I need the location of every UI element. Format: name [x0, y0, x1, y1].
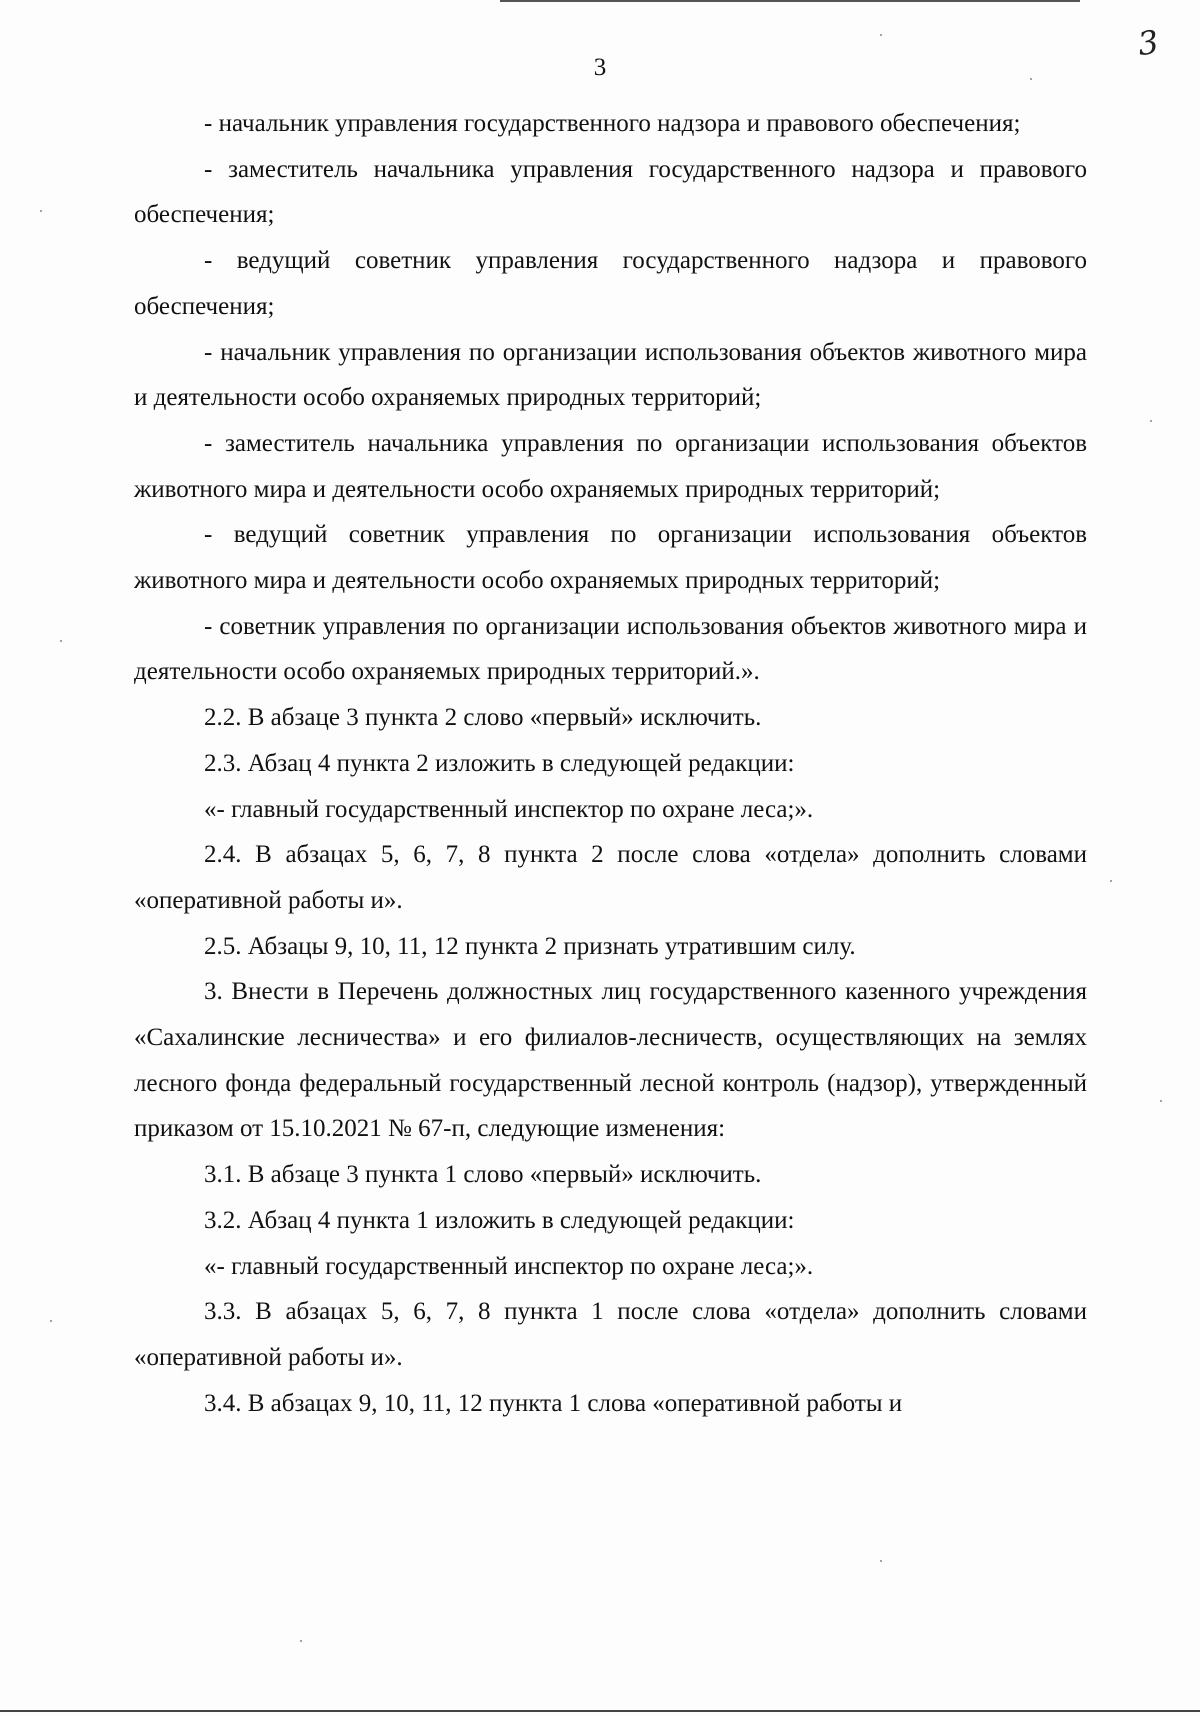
scan-speck [880, 1560, 882, 1562]
scan-speck [1110, 880, 1112, 882]
bottom-edge-line [0, 1710, 1200, 1712]
clause-2-3-text: «- главный государственный инспектор по охране леса;». [204, 795, 814, 823]
handwritten-page-mark: 3 [1135, 22, 1161, 64]
clause-2-4: 2.4. В абзацах 5, 6, 7, 8 пункта 2 после слова «отдела» дополнить словами «оперативной работы и». [134, 841, 1087, 914]
scan-speck [880, 34, 882, 36]
document-body [134, 101, 1087, 1426]
clause-3: 3. Внести в Перечень должностных лиц государственного казенного учреждения «Сахалинские лесничества» и его филиалов-лесничеств, осуществляющих на землях лесного фонда федеральный государственный лесной контроль (надзор), утвержденный приказом от 15.10.2021 № 67-п, следующие изменения: [134, 978, 1087, 1143]
scan-speck [50, 1320, 52, 1322]
list-item-lead-advisor-wildlife-department: - ведущий советник управления по организации использования объектов животного мира и деятельности особо охраняемых природных территорий; [134, 521, 1087, 595]
scan-speck [1150, 420, 1152, 422]
scan-speck [60, 640, 62, 642]
scan-speck [1030, 78, 1032, 80]
clause-3-1: 3.1. В абзаце 3 пункта 1 слово «первый» исключить. [204, 1161, 762, 1189]
clause-2-3: 2.3. Абзац 4 пункта 2 изложить в следующей редакции: [204, 749, 795, 777]
list-item-head-wildlife-department: - начальник управления по организации использования объектов животного мира и деятельности особо охраняемых природных территорий; [134, 338, 1087, 412]
clause-3-2-text: «- главный государственный инспектор по охране леса;». [204, 1252, 814, 1280]
list-item-advisor-wildlife-department: - советник управления по организации использования объектов животного мира и деятельности особо охраняемых природных территорий.». [134, 612, 1087, 686]
list-item-head-legal-supervision: - начальник управления государственного надзора и правового обеспечения; [204, 110, 1021, 137]
list-item-deputy-head-wildlife-department: - заместитель начальника управления по организации использования объектов животного мира и деятельности особо охраняемых природных территорий; [134, 429, 1087, 503]
clause-3-3: 3.3. В абзацах 5, 6, 7, 8 пункта 1 после слова «отдела» дополнить словами «оперативной работы и». [134, 1298, 1087, 1371]
top-edge-line [500, 0, 1080, 2]
scan-speck [40, 210, 42, 212]
clause-3-2: 3.2. Абзац 4 пункта 1 изложить в следующей редакции: [204, 1206, 795, 1234]
clause-2-2: 2.2. В абзаце 3 пункта 2 слово «первый» исключить. [204, 704, 762, 732]
clause-3-4: 3.4. В абзацах 9, 10, 11, 12 пункта 1 слова «оперативной работы и [204, 1389, 903, 1417]
list-item-deputy-head-legal-supervision: - заместитель начальника управления государственного надзора и правового обеспечения; [134, 155, 1087, 229]
scan-speck [1160, 1100, 1162, 1102]
list-item-lead-advisor-legal-supervision: - ведущий советник управления государственного надзора и правового обеспечения; [134, 247, 1087, 320]
page-number: 3 [593, 54, 607, 81]
scan-speck [300, 1640, 302, 1642]
clause-2-5: 2.5. Абзацы 9, 10, 11, 12 пункта 2 признать утратившим силу. [204, 932, 856, 960]
